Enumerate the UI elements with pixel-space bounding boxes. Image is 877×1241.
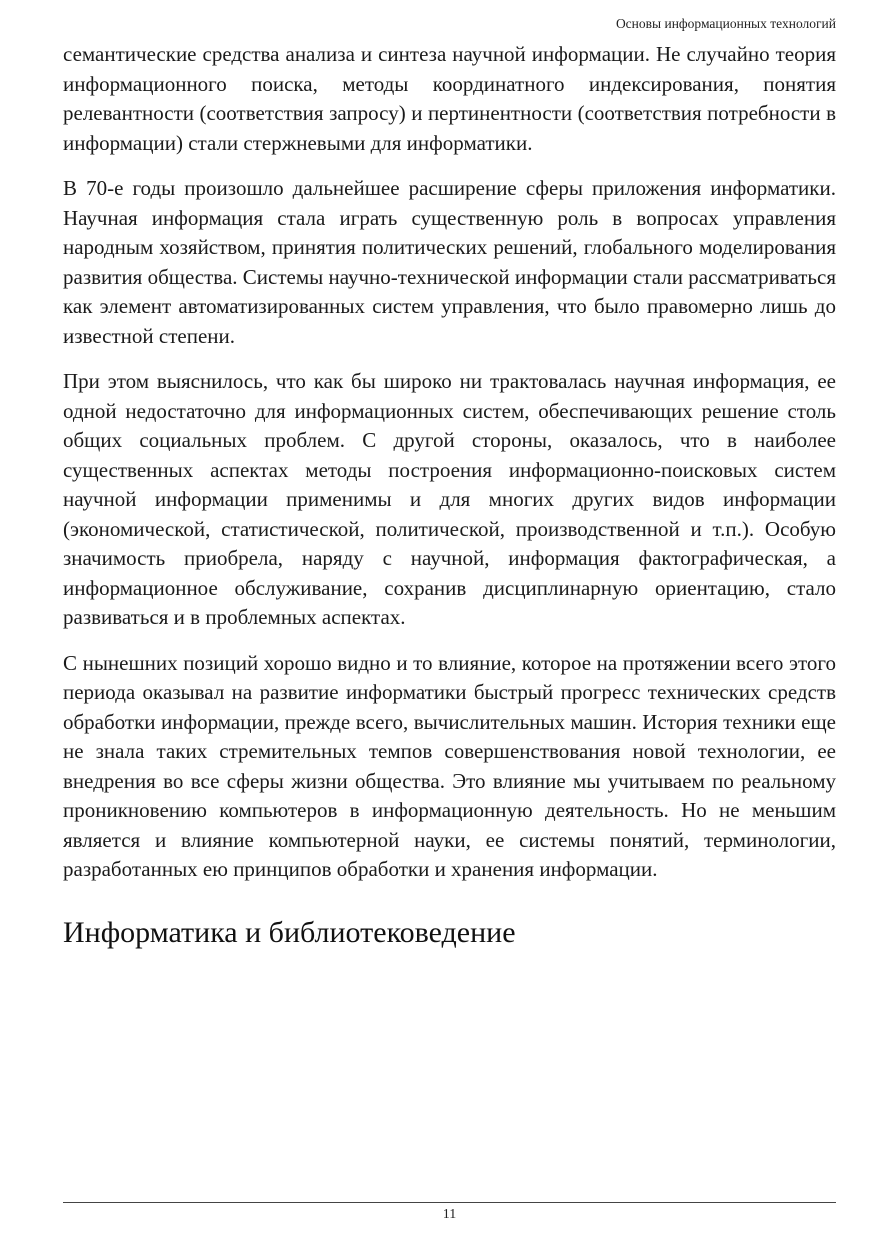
section-heading: Информатика и библиотековедение [63,915,516,949]
running-header: Основы информационных технологий [615,16,836,31]
paragraph-4: С нынешних позиций хорошо видно и то влияние, которое на протяжении всего этого периода оказывал на развитие информатики быстрый прогресс технических средств обработки информации, прежде всего, вычислительных машин. История техники еще не знала таких стремительных темпов совершенствования новой технологии, ее внедрения во все сферы жизни общества. Это влияние мы учитываем по реальному проникновению компьютеров в информационную деятельность. Но не меньшим является и влияние компьютерной науки, ее системы понятий, терминологии, разработанных ею принципов обработки и хранения информации. [63,650,836,881]
paragraph-2: В 70-е годы произошло дальнейшее расширение сферы приложения информатики. Научная информация стала играть существенную роль в вопросах управления народным хозяйством, принятия политических решений, глобального моделирования развития общества. Системы научно-технической информации стали рассматриваться как элемент автоматизированных систем управления, что было правомерно лишь до известной степени. [63,176,836,348]
page-number: 11 [442,1207,457,1222]
paragraph-1: семантические средства анализа и синтеза научной информации. Не случайно теория информационного поиска, методы координатного индексирования, понятия релевантности (соответствия запросу) и пертинентности (соответствия потребности в информации) стали стержневыми для информатики. [63,42,836,155]
paragraph-3: При этом выяснилось, что как бы широко ни трактовалась научная информация, ее одной недостаточно для информационных систем, обеспечивающих решение столь общих социальных проблем. С другой стороны, оказалось, что в наиболее существенных аспектах методы построения информационно-поисковых систем научной информации применимы и для многих других видов информации (экономической, статистической, политической, производственной и т.п.). Особую значимость приобрела, наряду с научной, информация фактографическая, а информационное обслуживание, сохранив дисциплинарную ориентацию, стало развиваться и в проблемных аспектах. [63,369,836,629]
page-body [63,40,836,951]
footer-divider [63,1202,836,1203]
